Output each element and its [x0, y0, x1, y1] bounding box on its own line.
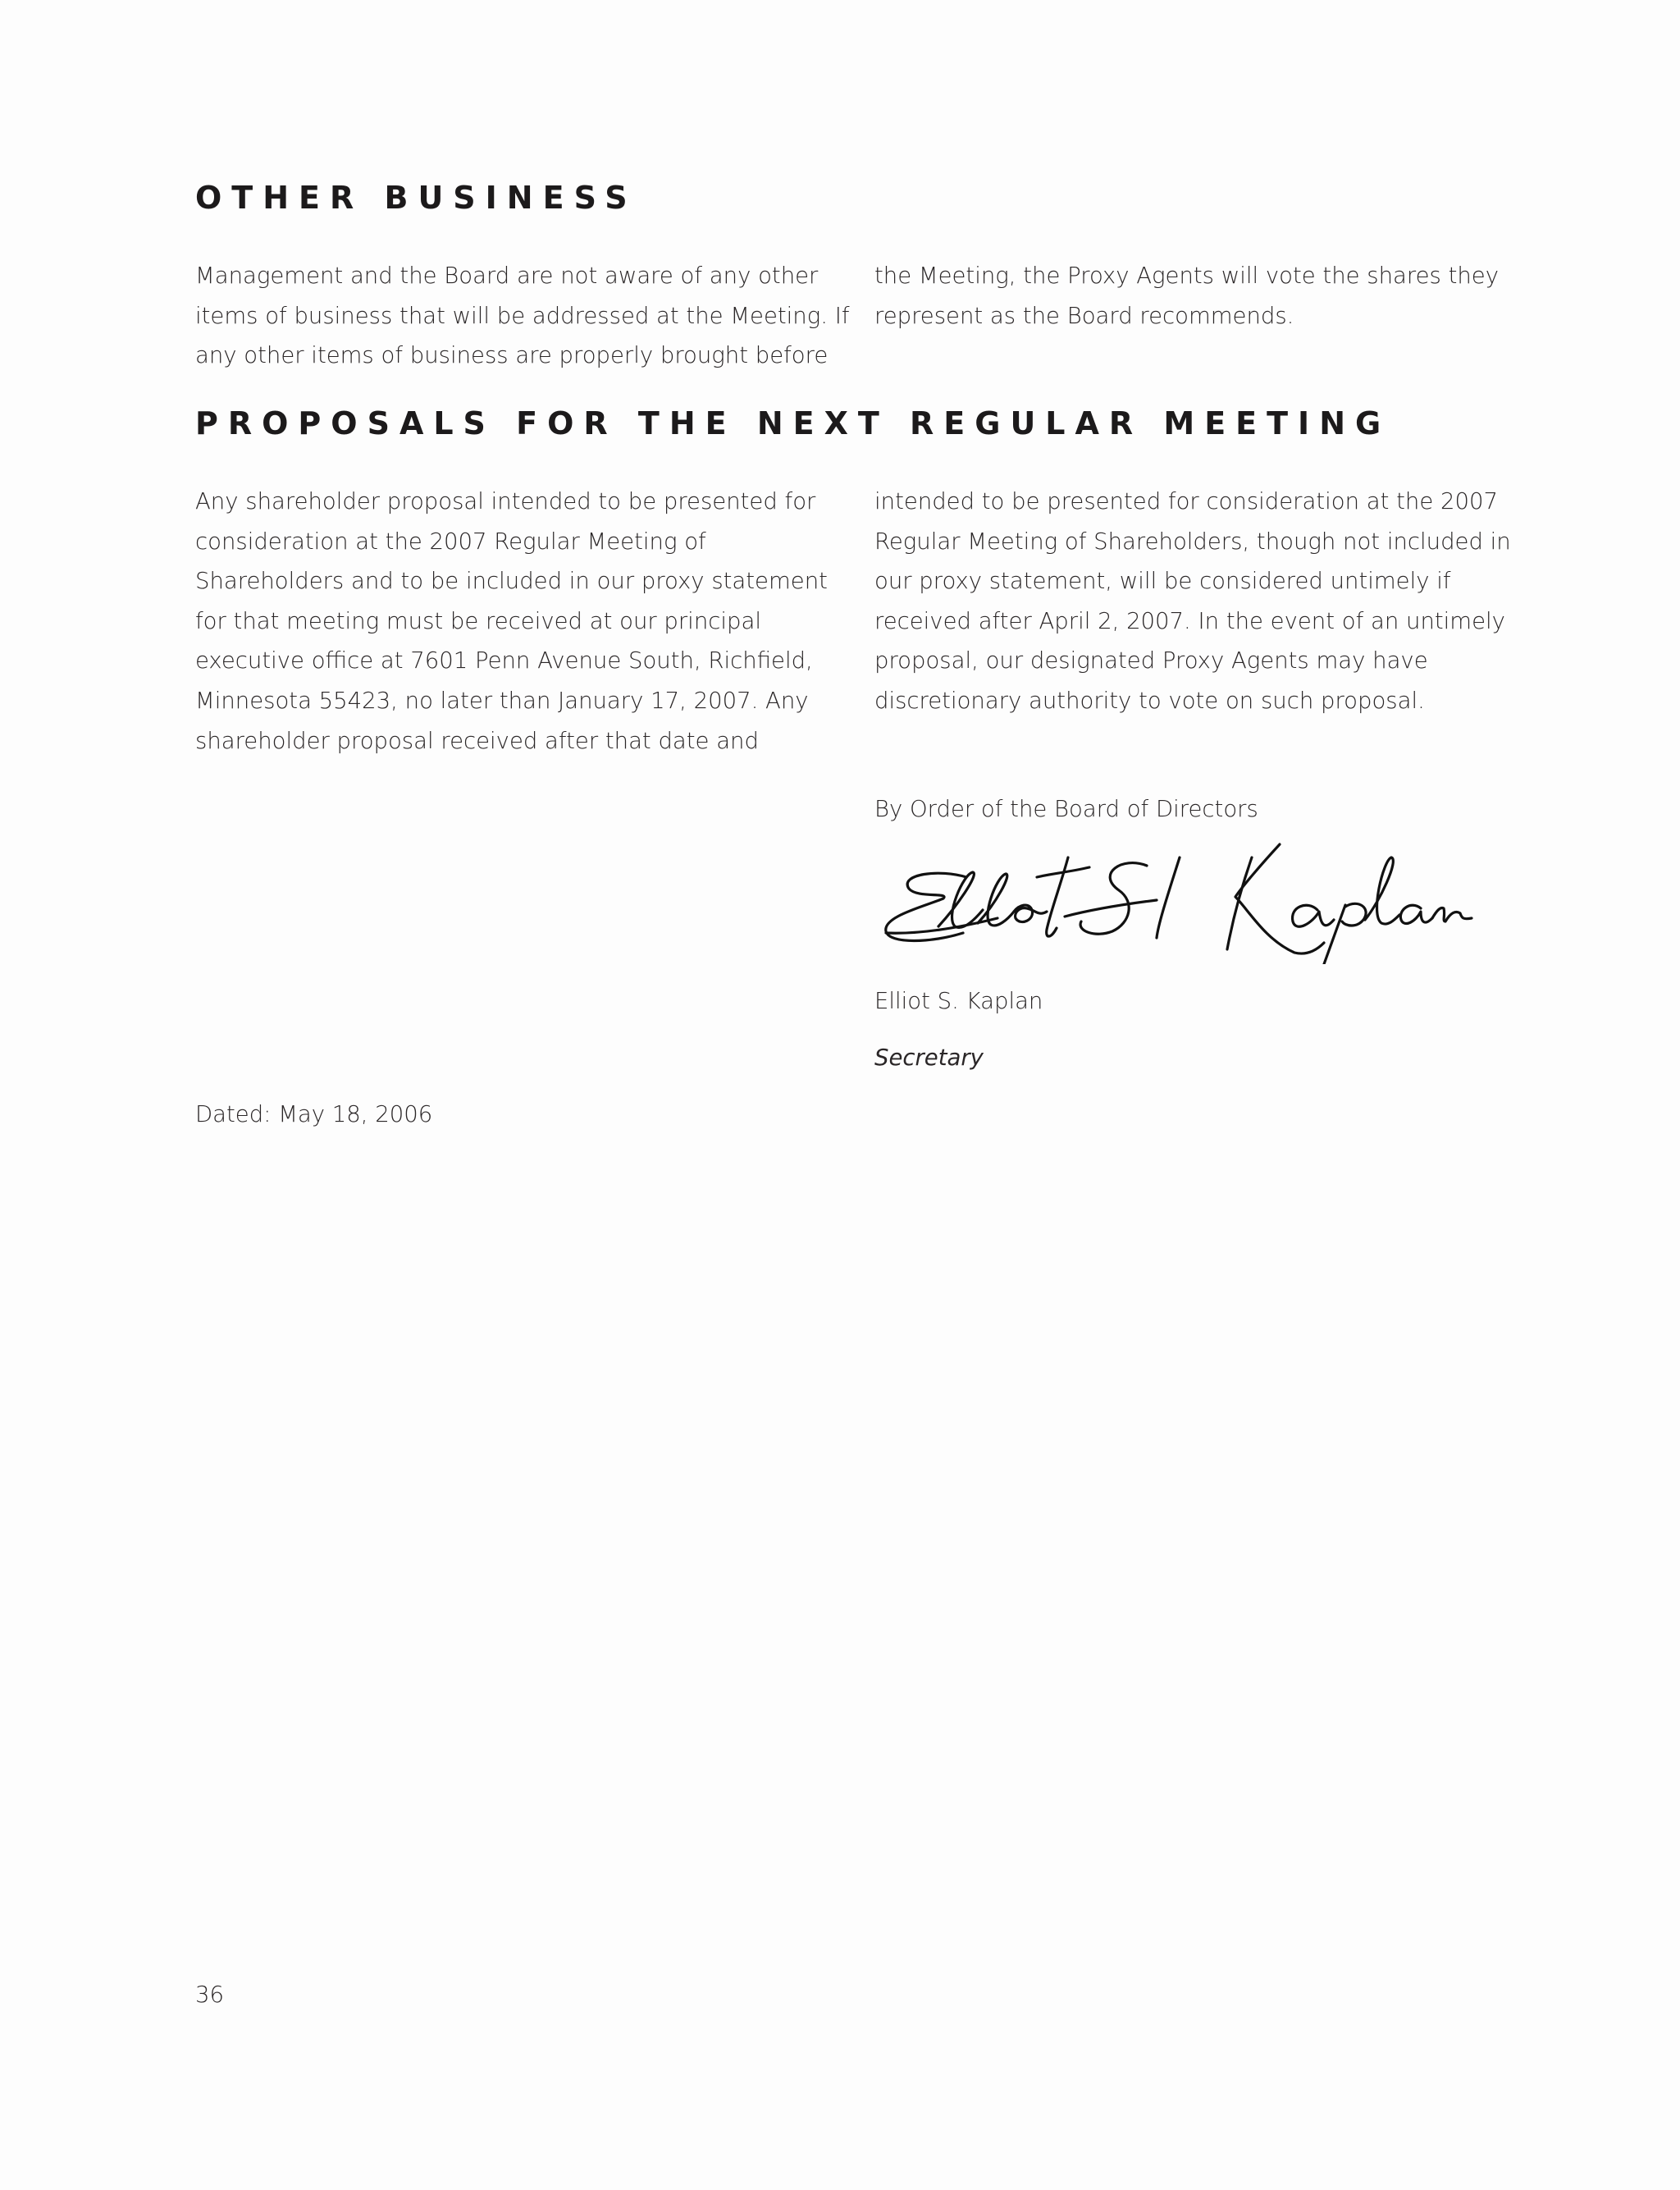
other-business-heading: OTHER BUSINESS — [195, 180, 637, 216]
paragraph-line: received after April 2, 2007. In the event of an untimely — [874, 607, 1505, 634]
proposals-right-column — [874, 482, 1511, 721]
paragraph-line: Any shareholder proposal intended to be presented for — [195, 488, 816, 514]
paragraph-line: consideration at the 2007 Regular Meeting of — [195, 528, 706, 555]
paragraph-line: intended to be presented for consideration at the 2007 — [874, 488, 1498, 514]
proposals-left-column — [195, 482, 828, 761]
other-business-right-column — [874, 256, 1499, 336]
other-business-left-column — [195, 256, 850, 376]
signer-title: Secretary — [874, 1045, 984, 1071]
page-number: 36 — [195, 1982, 224, 2008]
dated-line: Dated: May 18, 2006 — [195, 1101, 433, 1127]
proposals-heading: PROPOSALS FOR THE NEXT REGULAR MEETING — [195, 405, 1391, 441]
signer-name: Elliot S. Kaplan — [874, 988, 1043, 1014]
paragraph-line: Regular Meeting of Shareholders, though not included in — [874, 528, 1511, 555]
paragraph-line: Minnesota 55423, no later than January 17, 2007. Any — [195, 687, 809, 714]
paragraph-line: for that meeting must be received at our principal — [195, 607, 761, 634]
paragraph-line: the Meeting, the Proxy Agents will vote the shares they — [874, 263, 1500, 289]
paragraph-line: discretionary authority to vote on such proposal. — [874, 687, 1425, 714]
paragraph-line: items of business that will be addressed at the Meeting. If — [195, 302, 850, 329]
paragraph-line: represent as the Board recommends. — [874, 302, 1294, 329]
paragraph-line: Shareholders and to be included in our proxy statement — [195, 568, 828, 595]
paragraph-line: proposal, our designated Proxy Agents may have — [874, 647, 1428, 674]
by-order-line: By Order of the Board of Directors — [874, 796, 1258, 822]
paragraph-line: our proxy statement, will be considered untimely if — [874, 568, 1451, 595]
paragraph-line: executive office at 7601 Penn Avenue South, Richfield, — [195, 647, 813, 674]
paragraph-line: any other items of business are properly brought before — [195, 342, 829, 369]
signature-image — [874, 841, 1473, 964]
paragraph-line: shareholder proposal received after that date and — [195, 727, 759, 754]
paragraph-line: Management and the Board are not aware of any other — [195, 263, 819, 289]
